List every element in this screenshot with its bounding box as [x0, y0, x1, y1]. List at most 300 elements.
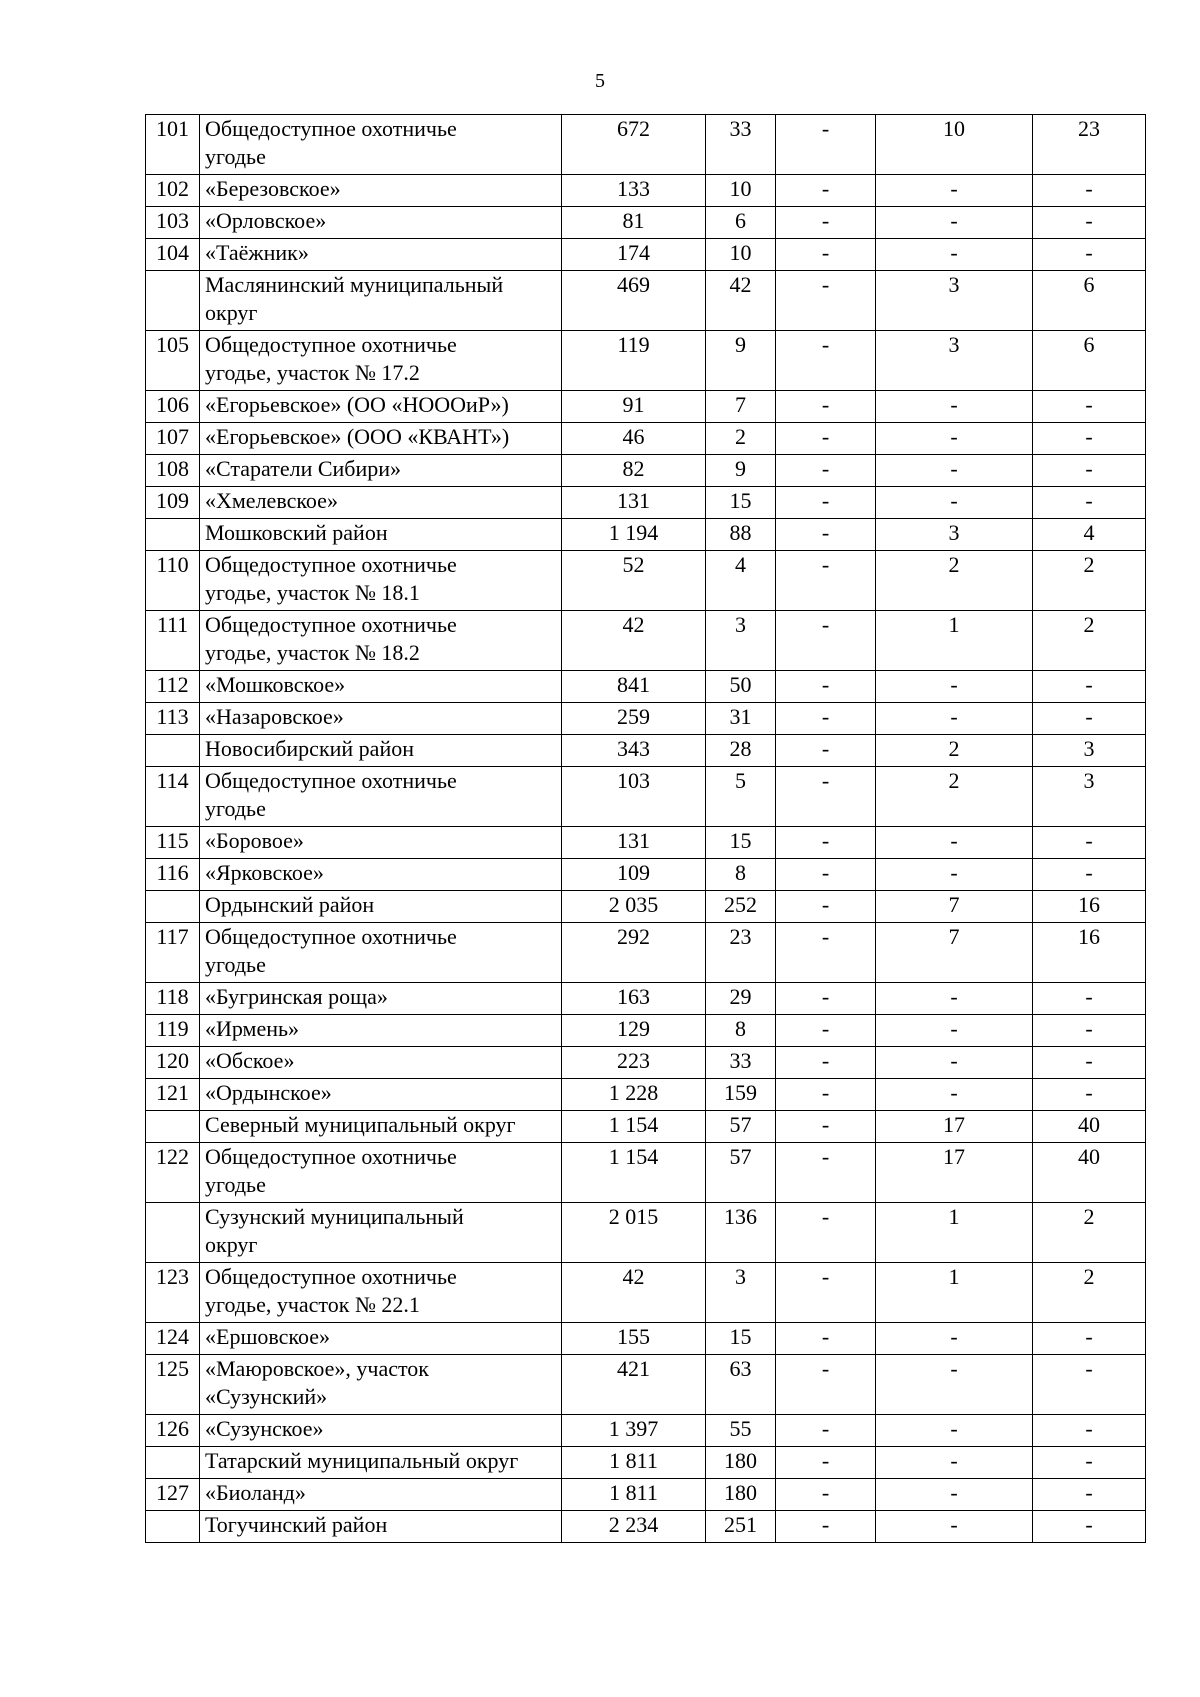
- value-cell-c4: -: [876, 1323, 1033, 1355]
- hunting-grounds-table: [145, 114, 1146, 1543]
- value-cell-c3: -: [776, 331, 876, 391]
- value-cell-c1: 2 234: [562, 1511, 706, 1543]
- ground-name-cell: [200, 1111, 562, 1143]
- row-number-cell: [146, 1447, 200, 1479]
- ground-name-cell: [200, 1143, 562, 1203]
- row-number-cell: 118: [146, 983, 200, 1015]
- value-cell-c2: 2: [706, 423, 776, 455]
- value-cell-c5: -: [1033, 391, 1146, 423]
- ground-name-line: «Сузунский»: [205, 1384, 328, 1409]
- value-cell-c5: 3: [1033, 767, 1146, 827]
- ground-name-line: Новосибирский район: [205, 736, 414, 761]
- value-cell-c2: 180: [706, 1447, 776, 1479]
- row-number-cell: 109: [146, 487, 200, 519]
- value-cell-c4: 2: [876, 735, 1033, 767]
- table-row: [146, 1479, 1146, 1511]
- row-number-cell: 125: [146, 1355, 200, 1415]
- value-cell-c5: 16: [1033, 891, 1146, 923]
- table-row: [146, 1143, 1146, 1203]
- value-cell-c1: 469: [562, 271, 706, 331]
- table-row: [146, 703, 1146, 735]
- ground-name-line: угодье: [205, 952, 266, 977]
- value-cell-c2: 29: [706, 983, 776, 1015]
- value-cell-c2: 252: [706, 891, 776, 923]
- ground-name-cell: [200, 1355, 562, 1415]
- ground-name-line: «Сузунское»: [205, 1416, 324, 1441]
- ground-name-line: Татарский муниципальный округ: [205, 1448, 519, 1473]
- ground-name-cell: [200, 1263, 562, 1323]
- value-cell-c3: -: [776, 1511, 876, 1543]
- value-cell-c4: 7: [876, 923, 1033, 983]
- value-cell-c1: 223: [562, 1047, 706, 1079]
- value-cell-c5: -: [1033, 1415, 1146, 1447]
- value-cell-c5: 40: [1033, 1143, 1146, 1203]
- value-cell-c2: 8: [706, 1015, 776, 1047]
- value-cell-c3: -: [776, 1079, 876, 1111]
- value-cell-c2: 28: [706, 735, 776, 767]
- ground-name-line: Общедоступное охотничье: [205, 1264, 457, 1289]
- value-cell-c2: 7: [706, 391, 776, 423]
- value-cell-c4: -: [876, 1079, 1033, 1111]
- value-cell-c1: 1 811: [562, 1479, 706, 1511]
- row-number-cell: 105: [146, 331, 200, 391]
- table-row: [146, 1355, 1146, 1415]
- ground-name-line: «Обское»: [205, 1048, 295, 1073]
- ground-name-cell: [200, 1415, 562, 1447]
- value-cell-c3: -: [776, 239, 876, 271]
- value-cell-c1: 52: [562, 551, 706, 611]
- value-cell-c3: -: [776, 1047, 876, 1079]
- value-cell-c1: 841: [562, 671, 706, 703]
- ground-name-line: «Старатели Сибири»: [205, 456, 402, 481]
- value-cell-c3: -: [776, 1203, 876, 1263]
- value-cell-c1: 133: [562, 175, 706, 207]
- table-row: [146, 1263, 1146, 1323]
- ground-name-cell: [200, 1203, 562, 1263]
- row-number-cell: [146, 1511, 200, 1543]
- value-cell-c2: 33: [706, 115, 776, 175]
- value-cell-c2: 15: [706, 1323, 776, 1355]
- row-number-cell: 122: [146, 1143, 200, 1203]
- value-cell-c3: -: [776, 1323, 876, 1355]
- table-row: [146, 611, 1146, 671]
- value-cell-c2: 42: [706, 271, 776, 331]
- value-cell-c2: 6: [706, 207, 776, 239]
- value-cell-c2: 3: [706, 1263, 776, 1323]
- value-cell-c3: -: [776, 1479, 876, 1511]
- value-cell-c1: 119: [562, 331, 706, 391]
- ground-name-line: Общедоступное охотничье: [205, 1144, 457, 1169]
- ground-name-line: угодье, участок № 22.1: [205, 1292, 420, 1317]
- value-cell-c2: 3: [706, 611, 776, 671]
- value-cell-c5: -: [1033, 175, 1146, 207]
- row-number-cell: 110: [146, 551, 200, 611]
- ground-name-line: «Таёжник»: [205, 240, 309, 265]
- value-cell-c4: 7: [876, 891, 1033, 923]
- value-cell-c5: 2: [1033, 611, 1146, 671]
- value-cell-c5: 2: [1033, 1203, 1146, 1263]
- ground-name-line: угодье, участок № 17.2: [205, 360, 420, 385]
- table-row: [146, 1415, 1146, 1447]
- value-cell-c3: -: [776, 551, 876, 611]
- table-row: [146, 391, 1146, 423]
- table-row: [146, 891, 1146, 923]
- value-cell-c5: -: [1033, 1015, 1146, 1047]
- value-cell-c4: 3: [876, 519, 1033, 551]
- value-cell-c4: 1: [876, 611, 1033, 671]
- ground-name-line: «Ордынское»: [205, 1080, 332, 1105]
- value-cell-c1: 1 228: [562, 1079, 706, 1111]
- value-cell-c3: -: [776, 735, 876, 767]
- row-number-cell: [146, 735, 200, 767]
- row-number-cell: 120: [146, 1047, 200, 1079]
- row-number-cell: 127: [146, 1479, 200, 1511]
- ground-name-cell: [200, 671, 562, 703]
- table-row: [146, 423, 1146, 455]
- ground-name-cell: [200, 1511, 562, 1543]
- ground-name-line: Общедоступное охотничье: [205, 116, 457, 141]
- value-cell-c1: 1 154: [562, 1111, 706, 1143]
- table-row: [146, 1047, 1146, 1079]
- value-cell-c4: 2: [876, 767, 1033, 827]
- value-cell-c2: 180: [706, 1479, 776, 1511]
- value-cell-c1: 672: [562, 115, 706, 175]
- value-cell-c1: 46: [562, 423, 706, 455]
- value-cell-c1: 131: [562, 827, 706, 859]
- value-cell-c4: 1: [876, 1203, 1033, 1263]
- row-number-cell: 124: [146, 1323, 200, 1355]
- table-row: [146, 671, 1146, 703]
- value-cell-c5: -: [1033, 239, 1146, 271]
- value-cell-c3: -: [776, 1415, 876, 1447]
- value-cell-c5: -: [1033, 1447, 1146, 1479]
- row-number-cell: 103: [146, 207, 200, 239]
- ground-name-line: Общедоступное охотничье: [205, 768, 457, 793]
- value-cell-c5: 6: [1033, 331, 1146, 391]
- value-cell-c3: -: [776, 391, 876, 423]
- value-cell-c1: 42: [562, 1263, 706, 1323]
- row-number-cell: 119: [146, 1015, 200, 1047]
- ground-name-cell: [200, 859, 562, 891]
- ground-name-cell: [200, 735, 562, 767]
- row-number-cell: 113: [146, 703, 200, 735]
- value-cell-c4: -: [876, 1047, 1033, 1079]
- value-cell-c4: -: [876, 671, 1033, 703]
- row-number-cell: 116: [146, 859, 200, 891]
- ground-name-cell: [200, 1479, 562, 1511]
- ground-name-cell: [200, 827, 562, 859]
- ground-name-line: Тогучинский район: [205, 1512, 388, 1537]
- value-cell-c2: 50: [706, 671, 776, 703]
- value-cell-c1: 1 194: [562, 519, 706, 551]
- table-row: [146, 1079, 1146, 1111]
- value-cell-c5: -: [1033, 1479, 1146, 1511]
- value-cell-c5: -: [1033, 1511, 1146, 1543]
- row-number-cell: 104: [146, 239, 200, 271]
- value-cell-c4: -: [876, 487, 1033, 519]
- table-row: [146, 735, 1146, 767]
- value-cell-c3: -: [776, 983, 876, 1015]
- page-number: 5: [595, 70, 605, 92]
- table-row: [146, 983, 1146, 1015]
- row-number-cell: [146, 519, 200, 551]
- table-row: [146, 1111, 1146, 1143]
- value-cell-c2: 159: [706, 1079, 776, 1111]
- ground-name-line: Общедоступное охотничье: [205, 924, 457, 949]
- value-cell-c1: 129: [562, 1015, 706, 1047]
- value-cell-c1: 42: [562, 611, 706, 671]
- row-number-cell: 106: [146, 391, 200, 423]
- row-number-cell: [146, 1203, 200, 1263]
- value-cell-c1: 2 015: [562, 1203, 706, 1263]
- ground-name-line: «Назаровское»: [205, 704, 344, 729]
- ground-name-cell: [200, 983, 562, 1015]
- value-cell-c5: 6: [1033, 271, 1146, 331]
- value-cell-c4: -: [876, 391, 1033, 423]
- value-cell-c3: -: [776, 611, 876, 671]
- table-row: [146, 519, 1146, 551]
- value-cell-c1: 421: [562, 1355, 706, 1415]
- ground-name-line: Общедоступное охотничье: [205, 332, 457, 357]
- value-cell-c3: -: [776, 175, 876, 207]
- ground-name-cell: [200, 271, 562, 331]
- ground-name-cell: [200, 331, 562, 391]
- ground-name-cell: [200, 455, 562, 487]
- ground-name-line: «Березовское»: [205, 176, 341, 201]
- value-cell-c1: 81: [562, 207, 706, 239]
- ground-name-line: «Биоланд»: [205, 1480, 306, 1505]
- row-number-cell: 112: [146, 671, 200, 703]
- ground-name-line: Общедоступное охотничье: [205, 612, 457, 637]
- value-cell-c2: 15: [706, 487, 776, 519]
- value-cell-c3: -: [776, 891, 876, 923]
- value-cell-c1: 2 035: [562, 891, 706, 923]
- ground-name-line: угодье, участок № 18.1: [205, 580, 420, 605]
- value-cell-c5: 3: [1033, 735, 1146, 767]
- value-cell-c1: 109: [562, 859, 706, 891]
- value-cell-c4: -: [876, 827, 1033, 859]
- table-row: [146, 1511, 1146, 1543]
- ground-name-cell: [200, 391, 562, 423]
- value-cell-c1: 103: [562, 767, 706, 827]
- value-cell-c5: 2: [1033, 551, 1146, 611]
- ground-name-line: «Ирмень»: [205, 1016, 300, 1041]
- ground-name-cell: [200, 1015, 562, 1047]
- value-cell-c4: -: [876, 703, 1033, 735]
- value-cell-c4: -: [876, 175, 1033, 207]
- value-cell-c3: -: [776, 487, 876, 519]
- ground-name-cell: [200, 703, 562, 735]
- row-number-cell: 115: [146, 827, 200, 859]
- row-number-cell: 111: [146, 611, 200, 671]
- value-cell-c5: 4: [1033, 519, 1146, 551]
- table-row: [146, 487, 1146, 519]
- value-cell-c2: 31: [706, 703, 776, 735]
- ground-name-line: «Орловское»: [205, 208, 327, 233]
- value-cell-c5: 2: [1033, 1263, 1146, 1323]
- table-row: [146, 923, 1146, 983]
- row-number-cell: 101: [146, 115, 200, 175]
- row-number-cell: 121: [146, 1079, 200, 1111]
- table-row: [146, 175, 1146, 207]
- value-cell-c3: -: [776, 1447, 876, 1479]
- value-cell-c4: 17: [876, 1143, 1033, 1203]
- value-cell-c2: 8: [706, 859, 776, 891]
- value-cell-c5: -: [1033, 1323, 1146, 1355]
- value-cell-c5: -: [1033, 983, 1146, 1015]
- value-cell-c2: 136: [706, 1203, 776, 1263]
- value-cell-c2: 4: [706, 551, 776, 611]
- value-cell-c4: 17: [876, 1111, 1033, 1143]
- ground-name-line: «Маюровское», участок: [205, 1356, 429, 1381]
- value-cell-c3: -: [776, 1263, 876, 1323]
- table-row: [146, 767, 1146, 827]
- value-cell-c2: 251: [706, 1511, 776, 1543]
- ground-name-cell: [200, 175, 562, 207]
- ground-name-line: Общедоступное охотничье: [205, 552, 457, 577]
- table-row: [146, 551, 1146, 611]
- ground-name-cell: [200, 767, 562, 827]
- value-cell-c4: -: [876, 1511, 1033, 1543]
- value-cell-c4: -: [876, 455, 1033, 487]
- value-cell-c1: 163: [562, 983, 706, 1015]
- ground-name-line: «Ершовское»: [205, 1324, 331, 1349]
- value-cell-c1: 174: [562, 239, 706, 271]
- table-row: [146, 271, 1146, 331]
- value-cell-c4: -: [876, 1447, 1033, 1479]
- value-cell-c5: -: [1033, 827, 1146, 859]
- value-cell-c3: -: [776, 115, 876, 175]
- value-cell-c5: 16: [1033, 923, 1146, 983]
- ground-name-line: угодье, участок № 18.2: [205, 640, 420, 665]
- value-cell-c1: 155: [562, 1323, 706, 1355]
- value-cell-c2: 33: [706, 1047, 776, 1079]
- value-cell-c5: -: [1033, 703, 1146, 735]
- value-cell-c3: -: [776, 455, 876, 487]
- value-cell-c4: -: [876, 423, 1033, 455]
- ground-name-line: Ордынский район: [205, 892, 375, 917]
- value-cell-c2: 57: [706, 1111, 776, 1143]
- value-cell-c3: -: [776, 519, 876, 551]
- value-cell-c4: 3: [876, 271, 1033, 331]
- value-cell-c1: 292: [562, 923, 706, 983]
- ground-name-line: округ: [205, 300, 258, 325]
- row-number-cell: 108: [146, 455, 200, 487]
- row-number-cell: [146, 891, 200, 923]
- value-cell-c1: 1 154: [562, 1143, 706, 1203]
- value-cell-c3: -: [776, 1111, 876, 1143]
- value-cell-c1: 91: [562, 391, 706, 423]
- table-row: [146, 1447, 1146, 1479]
- value-cell-c5: -: [1033, 1079, 1146, 1111]
- value-cell-c3: -: [776, 767, 876, 827]
- value-cell-c2: 57: [706, 1143, 776, 1203]
- value-cell-c4: -: [876, 983, 1033, 1015]
- value-cell-c3: -: [776, 859, 876, 891]
- value-cell-c2: 63: [706, 1355, 776, 1415]
- table-body: [146, 115, 1146, 1543]
- ground-name-line: Северный муниципальный округ: [205, 1112, 516, 1137]
- ground-name-line: угодье: [205, 796, 266, 821]
- value-cell-c3: -: [776, 207, 876, 239]
- ground-name-cell: [200, 115, 562, 175]
- row-number-cell: [146, 271, 200, 331]
- table-row: [146, 207, 1146, 239]
- value-cell-c4: -: [876, 1415, 1033, 1447]
- table-row: [146, 455, 1146, 487]
- value-cell-c5: -: [1033, 455, 1146, 487]
- ground-name-line: «Боровое»: [205, 828, 304, 853]
- row-number-cell: 123: [146, 1263, 200, 1323]
- value-cell-c3: -: [776, 1143, 876, 1203]
- value-cell-c2: 23: [706, 923, 776, 983]
- value-cell-c5: -: [1033, 671, 1146, 703]
- ground-name-line: Маслянинский муниципальный: [205, 272, 504, 297]
- ground-name-cell: [200, 1323, 562, 1355]
- ground-name-cell: [200, 1047, 562, 1079]
- table-row: [146, 331, 1146, 391]
- ground-name-line: «Мошковское»: [205, 672, 346, 697]
- value-cell-c3: -: [776, 271, 876, 331]
- value-cell-c4: -: [876, 1015, 1033, 1047]
- value-cell-c1: 82: [562, 455, 706, 487]
- table-row: [146, 827, 1146, 859]
- value-cell-c2: 55: [706, 1415, 776, 1447]
- table-row: [146, 239, 1146, 271]
- value-cell-c4: -: [876, 1355, 1033, 1415]
- value-cell-c4: -: [876, 207, 1033, 239]
- value-cell-c3: -: [776, 703, 876, 735]
- value-cell-c4: -: [876, 1479, 1033, 1511]
- value-cell-c3: -: [776, 923, 876, 983]
- ground-name-line: «Хмелевское»: [205, 488, 338, 513]
- ground-name-cell: [200, 519, 562, 551]
- value-cell-c1: 1 811: [562, 1447, 706, 1479]
- ground-name-line: угодье: [205, 144, 266, 169]
- ground-name-cell: [200, 239, 562, 271]
- value-cell-c3: -: [776, 671, 876, 703]
- value-cell-c5: 23: [1033, 115, 1146, 175]
- ground-name-cell: [200, 487, 562, 519]
- value-cell-c4: 2: [876, 551, 1033, 611]
- value-cell-c3: -: [776, 1355, 876, 1415]
- value-cell-c4: 3: [876, 331, 1033, 391]
- row-number-cell: 126: [146, 1415, 200, 1447]
- value-cell-c1: 343: [562, 735, 706, 767]
- row-number-cell: 117: [146, 923, 200, 983]
- ground-name-line: Мошковский район: [205, 520, 388, 545]
- value-cell-c4: 10: [876, 115, 1033, 175]
- value-cell-c1: 259: [562, 703, 706, 735]
- value-cell-c1: 1 397: [562, 1415, 706, 1447]
- value-cell-c5: -: [1033, 859, 1146, 891]
- ground-name-cell: [200, 207, 562, 239]
- value-cell-c1: 131: [562, 487, 706, 519]
- ground-name-line: округ: [205, 1232, 258, 1257]
- value-cell-c5: -: [1033, 207, 1146, 239]
- row-number-cell: 114: [146, 767, 200, 827]
- value-cell-c4: -: [876, 859, 1033, 891]
- value-cell-c2: 88: [706, 519, 776, 551]
- value-cell-c4: 1: [876, 1263, 1033, 1323]
- ground-name-line: Сузунский муниципальный: [205, 1204, 464, 1229]
- ground-name-line: «Ярковское»: [205, 860, 324, 885]
- ground-name-cell: [200, 1079, 562, 1111]
- value-cell-c3: -: [776, 827, 876, 859]
- value-cell-c2: 5: [706, 767, 776, 827]
- ground-name-cell: [200, 923, 562, 983]
- ground-name-cell: [200, 611, 562, 671]
